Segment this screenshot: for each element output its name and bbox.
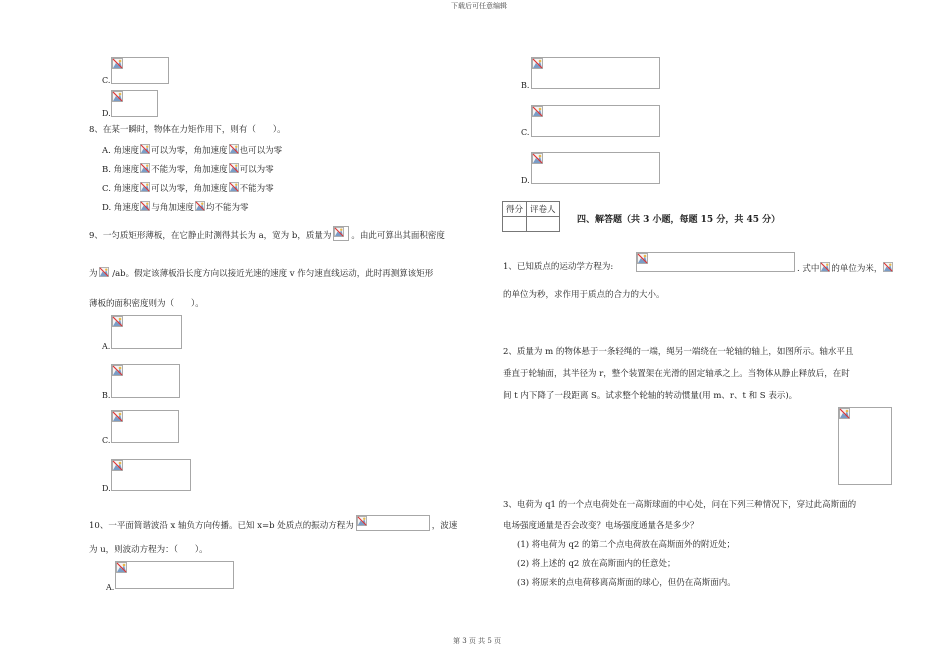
- option-image: [531, 57, 660, 89]
- r-q3-sub1: (1) 将电荷为 q2 的第二个点电荷放在高斯面外的附近处；: [517, 540, 735, 550]
- broken-image-icon: [357, 516, 367, 526]
- option-label: D.: [521, 176, 530, 185]
- broken-image-icon: [532, 106, 543, 117]
- broken-image-icon: [229, 163, 239, 173]
- broken-image-icon: [195, 201, 205, 211]
- r-q2-line3: 间 t 内下降了一段距离 S。试求整个轮轴的转动惯量(用 m、r、t 和 S 表示)。: [503, 391, 798, 401]
- formula-image: [111, 90, 158, 117]
- option-label: B.: [102, 391, 111, 400]
- broken-image-icon: [116, 562, 127, 573]
- formula-image: [636, 252, 795, 272]
- grader-cell: [527, 217, 560, 232]
- score-table: [502, 201, 560, 232]
- q10-line1: 10、一平面简谐波沿 x 轴负方向传播。已知 x=b 处质点的振动方程为 ，波速: [89, 515, 457, 532]
- broken-image-icon: [140, 163, 150, 173]
- option-image: [111, 410, 179, 443]
- formula-image: [111, 57, 169, 84]
- q8-stem: 8、在某一瞬时，物体在力矩作用下，则有（ ）。: [89, 125, 286, 135]
- q8-option-c: C. 角速度 可以为零，角加速度 不能为零: [102, 184, 274, 194]
- r-q1-line1a: 1、已知质点的运动学方程为:: [503, 262, 614, 272]
- broken-image-icon: [532, 153, 543, 164]
- r-q3-sub3: (3) 将原来的点电荷移离高斯面的球心，但仍在高斯面内。: [517, 578, 736, 588]
- option-image: [531, 152, 660, 184]
- q8-option-a: A. 角速度 可以为零，角加速度 也可以为零: [102, 146, 283, 156]
- q9-line2: 为 /ab。假定该薄板沿长度方向以接近光速的速度 v 作匀速直线运动，此时再测算该矩形: [89, 269, 434, 279]
- broken-image-icon: [820, 262, 830, 272]
- broken-image-icon: [99, 267, 109, 277]
- q9-line1: 9、一匀质矩形薄板，在它静止时测得其长为 a，宽为 b，质量为 。由此可算出其面积密度: [89, 226, 445, 242]
- r-q1-line1b: . 式中 的单位为米，: [797, 262, 894, 275]
- formula-image: [356, 515, 430, 531]
- q9-line3: 薄板的面积密度则为（ ）。: [89, 299, 204, 309]
- figure-image: [838, 407, 892, 485]
- q8-option-d: D. 角速度 与角加速度 均不能为零: [102, 203, 249, 213]
- r-q1-line2: 的单位为秒，求作用于质点的合力的大小。: [503, 290, 665, 300]
- option-image: [115, 561, 234, 589]
- broken-image-icon: [112, 460, 123, 471]
- section-title: 四、解答题（共 3 小题，每题 15 分，共 45 分）: [577, 215, 781, 225]
- option-image: [111, 364, 180, 398]
- option-label: C.: [521, 128, 530, 137]
- broken-image-icon: [229, 182, 239, 192]
- page-footer: 第 3 页 共 5 页: [453, 637, 502, 645]
- option-label: D.: [102, 109, 111, 118]
- r-q3-line2: 电场强度通量是否会改变？电场强度通量各是多少？: [503, 521, 699, 531]
- option-image: [111, 315, 182, 349]
- broken-image-icon: [140, 201, 150, 211]
- r-q3-sub2: (2) 将上述的 q2 放在高斯面内的任意处；: [517, 559, 676, 569]
- broken-image-icon: [883, 262, 893, 272]
- broken-image-icon: [532, 58, 543, 69]
- broken-image-icon: [112, 58, 123, 69]
- r-q3-line1: 3、电荷为 q1 的一个点电荷处在一高斯球面的中心处，问在下列三种情况下，穿过此高斯面的: [503, 500, 857, 510]
- broken-image-icon: [112, 316, 123, 327]
- broken-image-icon: [637, 253, 648, 264]
- broken-image-icon: [140, 144, 150, 154]
- broken-image-icon: [140, 182, 150, 192]
- r-q2-line1: 2、质量为 m 的物体悬于一条轻绳的一端，绳另一端绕在一轮轴的轴上，如图所示。轴水平且: [503, 347, 854, 357]
- broken-image-icon: [839, 408, 850, 419]
- broken-image-icon: [112, 91, 123, 102]
- option-label: C.: [102, 76, 111, 85]
- r-q2-line2: 垂直于轮轴面，其半径为 r，整个装置架在光滑的固定轴承之上。当物体从静止释放后，在时: [503, 369, 850, 379]
- header-note: 下载后可任意编辑: [451, 2, 507, 10]
- formula-image: [333, 226, 349, 241]
- option-label: C.: [102, 436, 111, 445]
- option-label: A.: [102, 342, 111, 351]
- broken-image-icon: [229, 144, 239, 154]
- option-label: D.: [102, 484, 111, 493]
- option-label: A.: [106, 583, 115, 592]
- broken-image-icon: [112, 411, 123, 422]
- q10-line2: 为 u，则波动方程为：（ ）。: [89, 545, 208, 555]
- broken-image-icon: [334, 227, 344, 237]
- q8-option-b: B. 角速度 不能为零，角加速度 可以为零: [102, 165, 274, 175]
- option-label: B.: [521, 81, 530, 90]
- score-header: 得分: [503, 202, 527, 217]
- option-image: [111, 459, 191, 491]
- score-cell: [503, 217, 527, 232]
- grader-header: 评卷人: [527, 202, 560, 217]
- broken-image-icon: [112, 365, 123, 376]
- option-image: [531, 105, 660, 137]
